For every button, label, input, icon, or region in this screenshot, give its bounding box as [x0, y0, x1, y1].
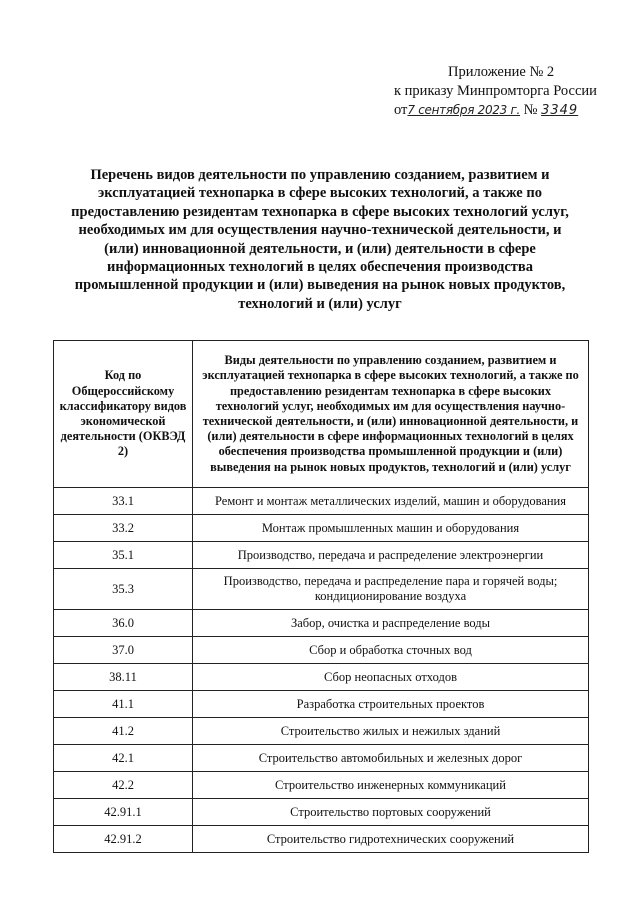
activity-description: Строительство гидротехнических сооружений	[193, 826, 589, 853]
activity-description: Сбор неопасных отходов	[193, 664, 589, 691]
table-row	[54, 745, 589, 772]
table-row	[54, 542, 589, 569]
activities-table	[53, 340, 589, 853]
table-row	[54, 664, 589, 691]
okved-code: 33.2	[54, 515, 193, 542]
okved-code: 35.1	[54, 542, 193, 569]
table-body	[54, 488, 589, 853]
table-row	[54, 718, 589, 745]
activity-description: Строительство инженерных коммуникаций	[193, 772, 589, 799]
okved-code: 42.91.2	[54, 826, 193, 853]
activity-description: Сбор и обработка сточных вод	[193, 637, 589, 664]
table-row	[54, 488, 589, 515]
okved-code: 33.1	[54, 488, 193, 515]
number-prefix: №	[523, 102, 538, 118]
document-header	[394, 63, 614, 120]
table-row	[54, 826, 589, 853]
okved-code: 36.0	[54, 610, 193, 637]
order-reference: к приказу Минпромторга России	[394, 83, 597, 99]
activity-description: Производство, передача и распределение электроэнергии	[193, 542, 589, 569]
table-row	[54, 610, 589, 637]
appendix-label: Приложение № 2	[448, 64, 555, 80]
table-row	[54, 799, 589, 826]
header-code: Код по Общероссийскому классификатору видов экономической деятельности (ОКВЭД 2)	[54, 341, 193, 488]
activity-description: Строительство портовых сооружений	[193, 799, 589, 826]
activity-description: Забор, очистка и распределение воды	[193, 610, 589, 637]
header-description: Виды деятельности по управлению созданием, развитием и эксплуатацией технопарка в сфере высоких технологий, а также по предоставлению резидентам технопарка в сфере высоких технологий услуг, необходимых им для осуществления научно-технической деятельности, и (или) инновационной деятельности, и (или) деятельности в сфере информационных технологий в целях обеспечения производства промышленной продукции и (или) выведения на рынок новых продуктов, технологий и (или) услуг	[193, 341, 589, 488]
okved-code: 42.1	[54, 745, 193, 772]
date-prefix: от	[394, 102, 408, 118]
table-row	[54, 569, 589, 610]
activity-description: Ремонт и монтаж металлических изделий, машин и оборудования	[193, 488, 589, 515]
activity-description: Производство, передача и распределение пара и горячей воды; кондиционирование воздуха	[193, 569, 589, 610]
activity-description: Разработка строительных проектов	[193, 691, 589, 718]
okved-code: 37.0	[54, 637, 193, 664]
table-row	[54, 637, 589, 664]
okved-code: 38.11	[54, 664, 193, 691]
document-title: Перечень видов деятельности по управлению созданием, развитием и эксплуатацией технопарка в сфере высоких технологий, а также по предоставлению резидентам технопарка в сфере высоких технологий услуг, необходимых им для осуществления научно-технической деятельности, и (или) инновационной деятельности, и (или) деятельности в сфере информационных технологий в целях обеспечения производства промышленной продукции и (или) выведения на рынок новых продуктов, технологий и (или) услуг	[71, 167, 569, 312]
activity-description: Монтаж промышленных машин и оборудования	[193, 515, 589, 542]
table-row	[54, 515, 589, 542]
table-header-row	[54, 341, 589, 488]
okved-code: 42.2	[54, 772, 193, 799]
okved-code: 41.1	[54, 691, 193, 718]
okved-code: 42.91.1	[54, 799, 193, 826]
handwritten-number: 3349	[541, 103, 579, 118]
handwritten-date: 7 сентября 2023 г.	[407, 103, 521, 117]
okved-code: 41.2	[54, 718, 193, 745]
table-row	[54, 691, 589, 718]
okved-code: 35.3	[54, 569, 193, 610]
table-row	[54, 772, 589, 799]
activity-description: Строительство жилых и нежилых зданий	[193, 718, 589, 745]
activity-description: Строительство автомобильных и железных дорог	[193, 745, 589, 772]
order-date-number	[394, 101, 614, 120]
